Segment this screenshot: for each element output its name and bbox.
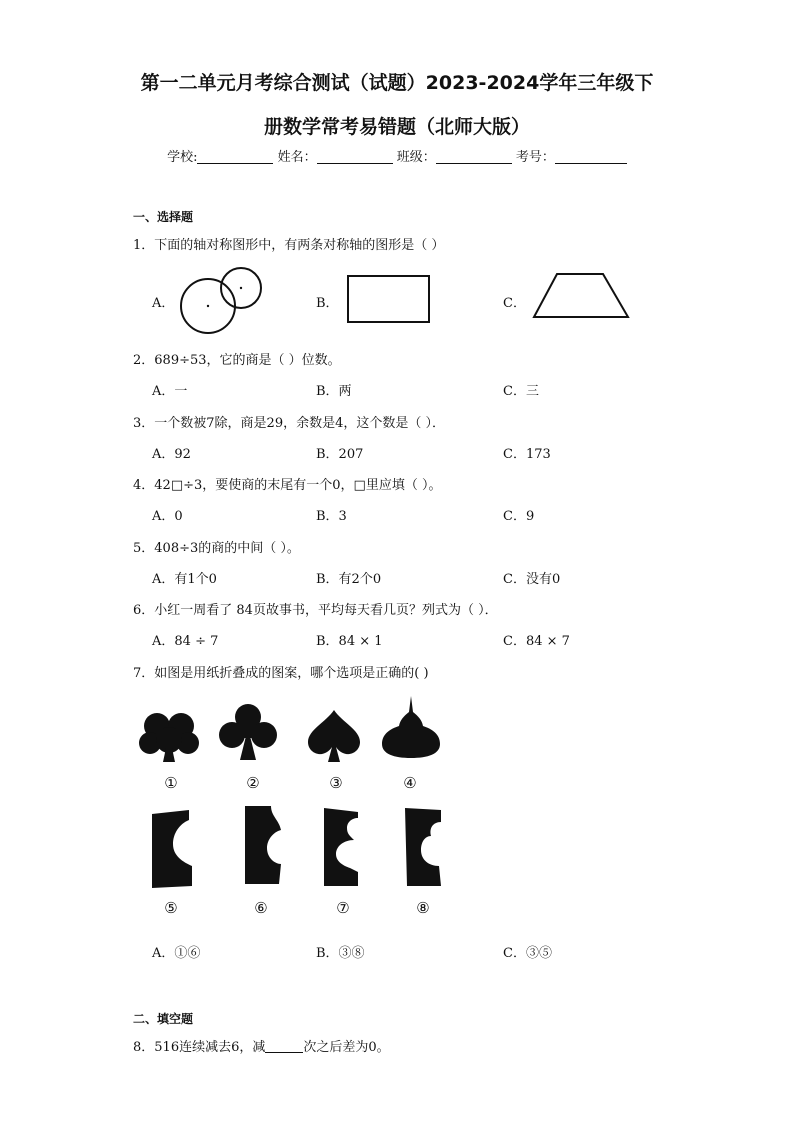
q2-option-b[interactable]: B．两 bbox=[316, 384, 352, 399]
exam-number-label: 考号： bbox=[515, 150, 555, 165]
school-label: 学校: bbox=[167, 150, 198, 165]
exam-number-blank[interactable] bbox=[555, 149, 627, 164]
folded-paper-5-shape bbox=[149, 810, 195, 890]
class-blank[interactable] bbox=[436, 149, 512, 164]
q3-option-c[interactable]: C．173 bbox=[503, 447, 551, 462]
school-blank[interactable] bbox=[197, 149, 273, 164]
page-title-line1: 第一二单元月考综合测试（试题）2023-2024学年三年级下 bbox=[140, 72, 654, 94]
figure-number-4: ④ bbox=[403, 774, 417, 792]
q7-option-b[interactable]: B．③⑧ bbox=[316, 946, 365, 961]
q6-option-a[interactable]: A．84 ÷ 7 bbox=[152, 634, 219, 649]
q7-option-a[interactable]: A．①⑥ bbox=[152, 946, 201, 961]
two-circles-figure bbox=[176, 266, 268, 336]
three-leaf-clover-shape bbox=[137, 708, 201, 764]
folded-paper-7-shape bbox=[320, 806, 364, 888]
figure-number-3: ③ bbox=[329, 774, 343, 792]
q2-option-c[interactable]: C．三 bbox=[503, 384, 539, 399]
student-info-row bbox=[0, 146, 794, 165]
question-8-text-before: 8．516连续减去6，减 bbox=[133, 1040, 266, 1055]
spade-shape bbox=[304, 708, 364, 764]
q6-option-c[interactable]: C．84 × 7 bbox=[503, 634, 570, 649]
trapezoid-figure bbox=[530, 271, 632, 321]
question-6: 6．小红一周看了 84页故事书，平均每天看几页？列式为（ ）． bbox=[133, 603, 498, 618]
club-shape bbox=[216, 702, 280, 764]
q7-option-c[interactable]: C．③⑤ bbox=[503, 946, 552, 961]
q5-option-c[interactable]: C．没有0 bbox=[503, 572, 561, 587]
question-5: 5．408÷3的商的中间（ ）。 bbox=[133, 541, 300, 556]
figure-number-2: ② bbox=[246, 774, 260, 792]
question-8 bbox=[133, 1036, 390, 1055]
question-8-text-after: 次之后差为0。 bbox=[303, 1040, 390, 1055]
question-4: 4．42□÷3，要使商的末尾有一个0，□里应填（ ）。 bbox=[133, 478, 442, 493]
section-title-choice: 一、选择题 bbox=[133, 210, 194, 224]
page-title-line2: 册数学常考易错题（北师大版） bbox=[263, 116, 530, 138]
q5-option-b[interactable]: B．有2个0 bbox=[316, 572, 382, 587]
question-7: 7．如图是用纸折叠成的图案，哪个选项是正确的( ) bbox=[133, 666, 429, 681]
q1-option-c[interactable]: C． bbox=[503, 296, 526, 311]
pagoda-shape bbox=[378, 696, 444, 762]
question-3: 3．一个数被7除，商是29，余数是4，这个数是（ ）． bbox=[133, 416, 445, 431]
q6-option-b[interactable]: B．84 × 1 bbox=[316, 634, 383, 649]
name-blank[interactable] bbox=[317, 149, 393, 164]
figure-number-7: ⑦ bbox=[336, 899, 350, 917]
question-2: 2．689÷53，它的商是（ ）位数。 bbox=[133, 353, 341, 368]
q1-option-a[interactable]: A． bbox=[152, 296, 175, 311]
figure-number-1: ① bbox=[164, 774, 178, 792]
figure-number-6: ⑥ bbox=[254, 899, 268, 917]
folded-paper-8-shape bbox=[403, 808, 445, 888]
name-label: 姓名： bbox=[277, 150, 317, 165]
q4-option-c[interactable]: C．9 bbox=[503, 509, 535, 524]
q2-option-a[interactable]: A．一 bbox=[152, 384, 188, 399]
q3-option-a[interactable]: A．92 bbox=[152, 447, 191, 462]
question-1: 1．下面的轴对称图形中，有两条对称轴的图形是（ ） bbox=[133, 238, 445, 253]
section-title-fill: 二、填空题 bbox=[133, 1012, 194, 1026]
rectangle-figure bbox=[346, 274, 432, 324]
q5-option-a[interactable]: A．有1个0 bbox=[152, 572, 217, 587]
q1-option-b[interactable]: B． bbox=[316, 296, 339, 311]
q3-option-b[interactable]: B．207 bbox=[316, 447, 364, 462]
folded-paper-6-shape bbox=[241, 806, 285, 886]
q4-option-a[interactable]: A．0 bbox=[152, 509, 183, 524]
q4-option-b[interactable]: B．3 bbox=[316, 509, 347, 524]
figure-number-5: ⑤ bbox=[164, 899, 178, 917]
figure-number-8: ⑧ bbox=[416, 899, 430, 917]
class-label: 班级： bbox=[396, 150, 436, 165]
question-8-answer-blank[interactable] bbox=[265, 1040, 303, 1053]
